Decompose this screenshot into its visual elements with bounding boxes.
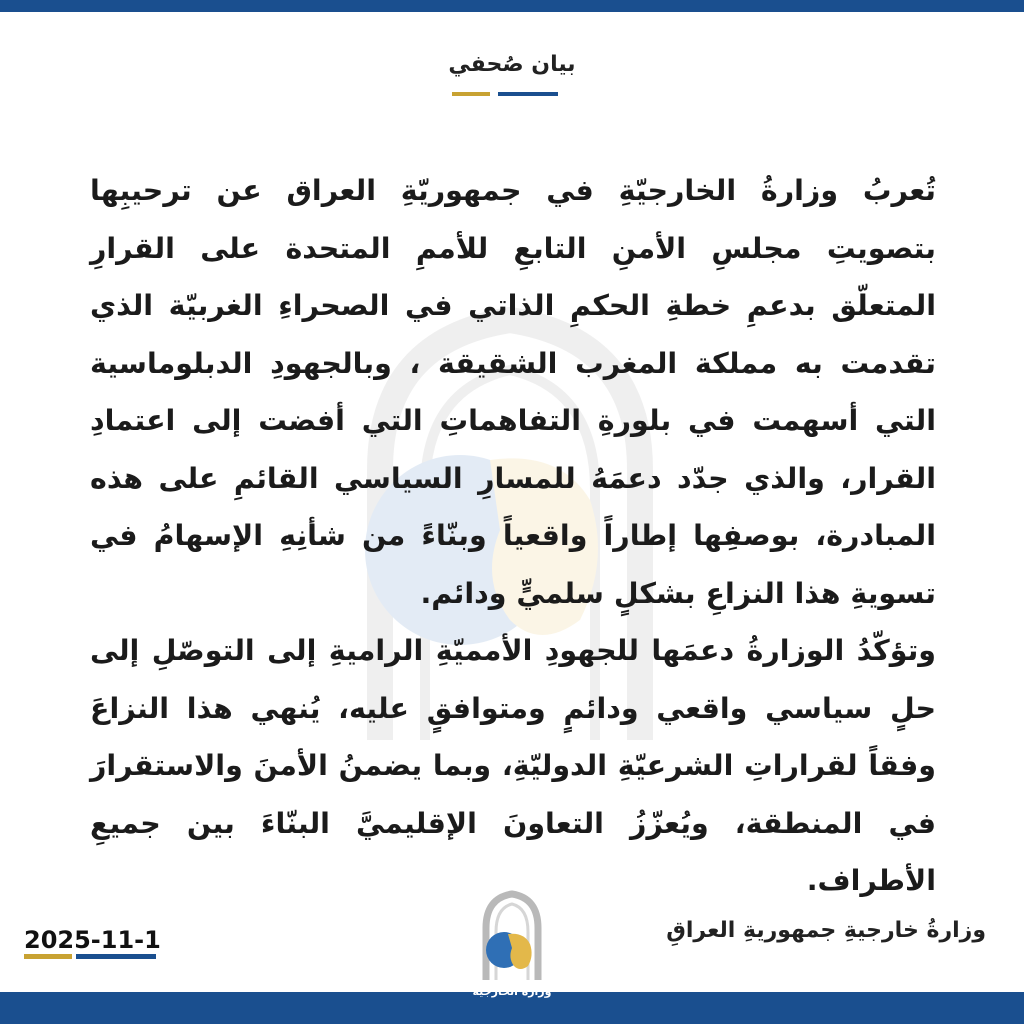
title-underline <box>452 92 558 96</box>
logo-caption: وزارة الخارجية <box>472 985 552 998</box>
signature: وزارةُ خارجيةِ جمهوريةِ العراقِ <box>666 918 986 943</box>
statement-date: 2025-11-1 <box>24 926 161 954</box>
statement-body <box>90 162 936 910</box>
date-underline <box>24 954 156 959</box>
top-brand-bar <box>0 0 1024 12</box>
statement-paragraph-1: تُعربُ وزارةُ الخارجيّةِ في جمهوريّةِ العراق عن ترحيبِها بتصويتِ مجلسِ الأمنِ التابعِ للأممِ المتحدة على القرارِ المتعلّق بدعمِ خطةِ الحكمِ الذاتي في الصحراءِ الغربيّة الذي تقدمت به مملكة المغرب الشقيقة ، وبالجهودِ الدبلوماسية التي أسهمت في بلورةِ التفاهماتِ التي أفضت إلى اعتمادِ القرار، والذي جدّد دعمَهُ للمسارِ السياسي القائمِ على هذه المبادرة، بوصفِها إطاراً واقعياً وبنّاءً من شأنِهِ الإسهامُ في تسويةِ هذا النزاعِ بشكلٍ سلميٍّ ودائم. <box>90 174 936 610</box>
page-title: بيان صُحفي <box>448 52 576 77</box>
statement-paragraph-2: وتؤكّدُ الوزارةُ دعمَها للجهودِ الأمميّةِ الراميةِ إلى التوصّلِ إلى حلٍ سياسي واقعي ودائمٍ ومتوافقٍ عليه، يُنهي هذا النزاعَ وفقاً لقراراتِ الشرعيّةِ الدوليّةِ، وبما يضمنُ الأمنَ والاستقرارَ في المنطقة، ويُعزّزُ التعاونَ الإقليميَّ البنّاءَ بين جميعِ الأطراف. <box>90 634 936 897</box>
